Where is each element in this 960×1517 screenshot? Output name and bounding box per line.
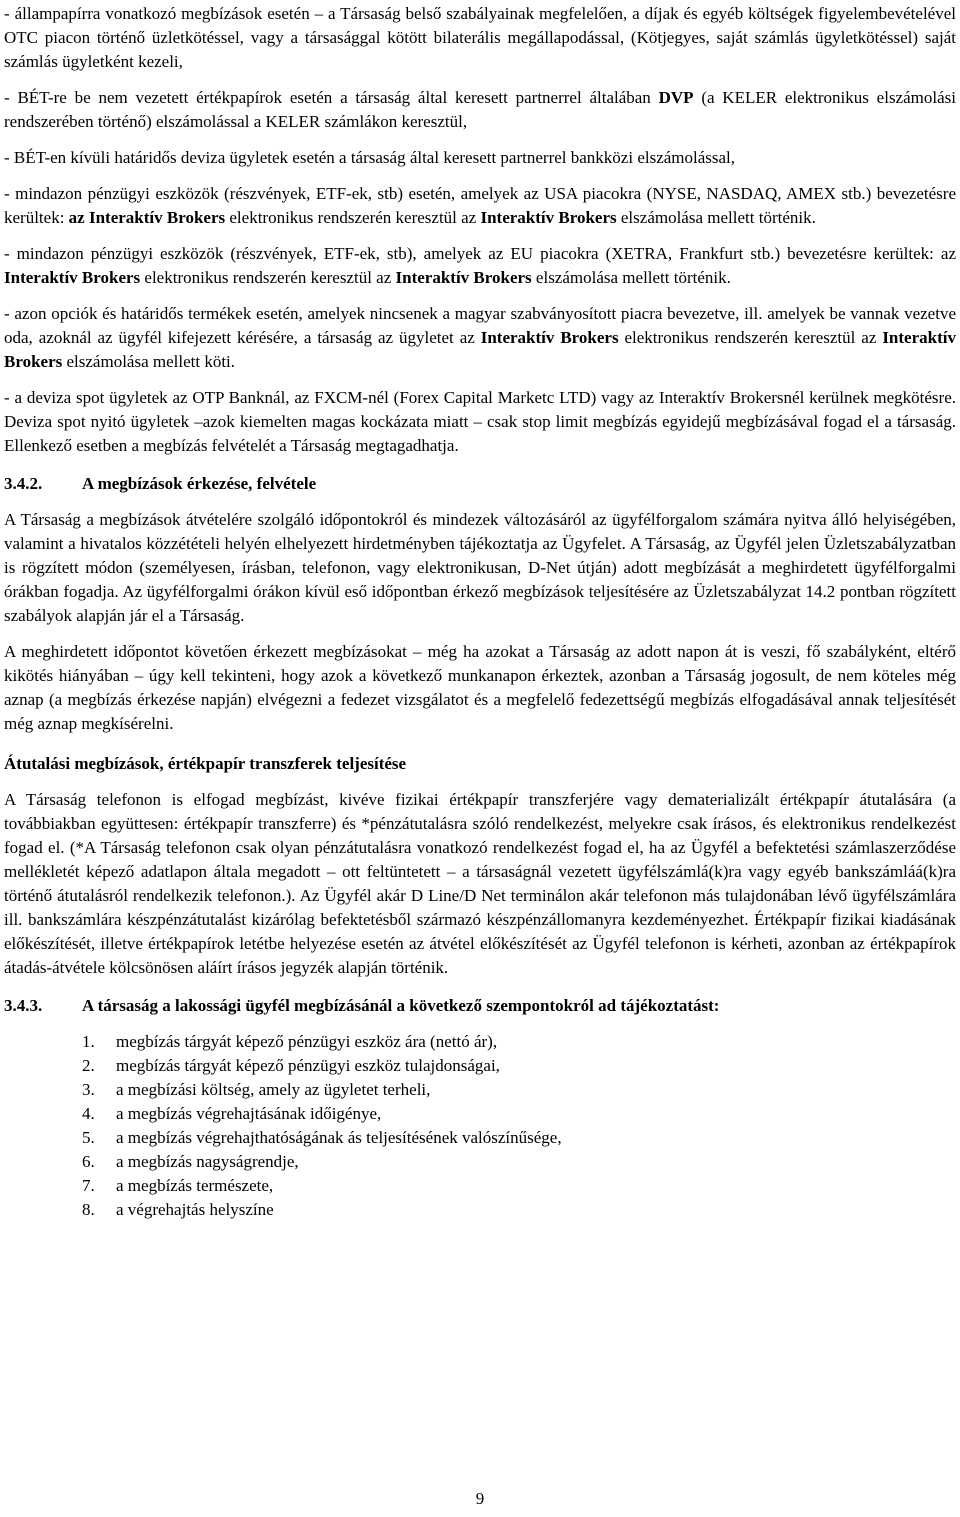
list-item bbox=[82, 1054, 956, 1078]
list-text: megbízás tárgyát képező pénzügyi eszköz tulajdonságai, bbox=[116, 1056, 500, 1075]
section-number: 3.4.2. bbox=[4, 474, 43, 493]
list-text: megbízás tárgyát képező pénzügyi eszköz ára (nettó ár), bbox=[116, 1032, 498, 1051]
text-run: elszámolása mellett történik. bbox=[531, 268, 731, 287]
list-item bbox=[82, 1078, 956, 1102]
text-run: elszámolása mellett köti. bbox=[62, 352, 236, 371]
text-run: - BÉT-en kívüli határidős deviza ügyletek esetén a társaság által keresett partnerrel bankközi elszámolással, bbox=[4, 148, 736, 167]
text-run: elektronikus rendszerén keresztül az bbox=[140, 268, 396, 287]
list-text: a megbízás természete, bbox=[116, 1176, 274, 1195]
text-run: - a deviza spot ügyletek az OTP Banknál, az FXCM-nél (Forex Capital Marketc LTD) vagy az Interaktív Brokersnél kerülnek megkötésre. Deviza spot nyitó ügyletek –azok kiemelten magas kockázata miatt – csak stop limit megbízás egyidejű megbízásával fogad el a társaság. Ellenkező esetben a megbízás felvételét a Társaság megtagadhatja. bbox=[4, 388, 956, 455]
bullet-list bbox=[4, 2, 956, 458]
bold-text: Interaktív Brokers bbox=[480, 328, 619, 347]
section-number: 3.4.3. bbox=[4, 996, 43, 1015]
subheading-transfers: Átutalási megbízások, értékpapír transzferek teljesítése bbox=[4, 754, 407, 773]
list-item bbox=[82, 1126, 956, 1150]
text-run: - BÉT-re be nem vezetett értékpapírok esetén a társaság által keresett partnerrel általában bbox=[4, 88, 659, 107]
section-title: A megbízások érkezése, felvétele bbox=[82, 474, 317, 493]
list-item bbox=[82, 1030, 956, 1054]
bullet-item bbox=[4, 302, 956, 374]
section-title: A társaság a lakossági ügyfél megbízásánál a következő szempontokról ad tájékoztatást: bbox=[82, 996, 720, 1015]
page-number: 9 bbox=[475, 1489, 485, 1508]
list-item bbox=[82, 1198, 956, 1222]
list-number: 7. bbox=[82, 1176, 95, 1195]
section-heading-3-4-2 bbox=[4, 472, 956, 496]
bullet-item bbox=[4, 242, 956, 290]
bold-text: Interaktív Brokers bbox=[395, 268, 532, 287]
bullet-item bbox=[4, 86, 956, 134]
list-number: 4. bbox=[82, 1104, 95, 1123]
list-number: 6. bbox=[82, 1152, 95, 1171]
list-text: a végrehajtás helyszíne bbox=[116, 1200, 274, 1219]
list-item bbox=[82, 1174, 956, 1198]
text-run: - azon opciók és határidős termékek esetén, amelyek nincsenek a magyar szabványosított piacra bevezetve, ill. amelyek be vannak vezetve oda, azoknál az ügyfél kifejezett kérésére, a társaság az ügyletet az bbox=[4, 304, 956, 347]
list-item bbox=[82, 1150, 956, 1174]
list-number: 8. bbox=[82, 1200, 95, 1219]
list-text: a megbízás nagyságrendje, bbox=[116, 1152, 299, 1171]
list-text: a megbízás végrehajthatóságának ás teljesítésének valószínűsége, bbox=[116, 1128, 562, 1147]
list-number: 5. bbox=[82, 1128, 95, 1147]
paragraph-order-reception-times: A Társaság a megbízások átvételére szolgáló időpontokról és mindezek változásáról az ügyfélforgalom számára nyitva álló helyiségében, valamint a hivatalos közzétételi helyén elhelyezett hirdetményben tájékoztatja az Ügyfelet. A Társaság, az Ügyfél jelen Üzletszabályzatban is rögzített módon (személyesen, írásban, telefonon, vagy elektronikusan, D-Net útján) adott megbízását a meghirdetett ügyfélforgalmi órákban fogadja. Az ügyfélforgalmi órákon kívül eső időpontban érkező megbízások teljesítésére az Üzletszabályzat 14.2 pontban rögzített szabályok alapján jár el a Társaság. bbox=[4, 510, 956, 625]
text-run: elektronikus rendszerén keresztül az bbox=[225, 208, 481, 227]
text-run: elektronikus rendszerén keresztül az bbox=[618, 328, 883, 347]
bullet-item bbox=[4, 386, 956, 458]
text-run: (a KELER elektronikus elszámolási rendszerében történő) elszámolással a KELER számlákon keresztül, bbox=[4, 88, 956, 131]
bullet-item bbox=[4, 182, 956, 230]
list-text: a megbízási költség, amely az ügyletet terheli, bbox=[116, 1080, 431, 1099]
paragraph-telephone-orders: A Társaság telefonon is elfogad megbízást, kivéve fizikai értékpapír transzferjére vagy dematerializált értékpapír átutalására (a továbbiakban együttesen: értékpapír transzferre) és *pénzátutalásra szóló rendelkezést, melyekre csak írásos, és elektronikus rendelkezést fogad el. (*A Társaság telefonon csak olyan pénzátutalásra vonatkozó rendelkezést fogad el, ha az Ügyfél a befektetési számlaszerződése mellékletét képező adatlapon általa megadott – ott feltüntetett – a társaságnál vezetett ügyfélszámlá(k)ra vagy egyéb bankszámláá(k)ra történő átutalásról rendelkezik telefonon.). Az Ügyfél akár D Line/D Net terminálon akár telefonon más tulajdonában lévő ügyfélszámlára ill. bankszámlára készpénzátutalást kizárólag befektetésből származó készpénzállomanyra kezdeményezhet. Értékpapír fizikai kiadásának előkészítését, illetve értékpapírok letétbe helyezése esetén az átvétel előkészítését az Ügyfél telefonon is kérheti, azonban az értékpapírok átadás-átvétele kölcsönösen aláírt írásos jegyzék alapján történik. bbox=[4, 790, 956, 977]
list-text: a megbízás végrehajtásának időigénye, bbox=[116, 1104, 382, 1123]
text-run: - mindazon pénzügyi eszközök (részvények, ETF-ek, stb), amelyek az EU piacokra (XETRA, Frankfurt stb.) bevezetésre kerültek: az bbox=[4, 244, 956, 263]
bold-text: Interaktív Brokers bbox=[4, 268, 141, 287]
bold-text: Interaktív Brokers bbox=[480, 208, 617, 227]
paragraph-late-orders: A meghirdetett időpontot követően érkezett megbízásokat – még ha azokat a Társaság az adott napon át is veszi, fő szabályként, eltérő kikötés hiányában – úgy kell tekinteni, hogy azok a következő munkanapon érkeztek, azonban a Társaság jogosult, de nem köteles még aznap (a megbízás érkezése napján) elvégezni a fedezet vizsgálatot és a megfelelő fedezettségű megbízás elfogadásával annak teljesítését még aznap megkísérelni. bbox=[4, 642, 956, 733]
text-run: - mindazon pénzügyi eszközök (részvények, ETF-ek, stb) esetén, amelyek az USA piacokra (NYSE, NASDAQ, AMEX stb.) bevezetésre kerültek: bbox=[4, 184, 956, 227]
bold-text: az Interaktív Brokers bbox=[68, 208, 226, 227]
bullet-item bbox=[4, 2, 956, 74]
list-number: 2. bbox=[82, 1056, 95, 1075]
bold-text: DVP bbox=[658, 88, 694, 107]
list-number: 1. bbox=[82, 1032, 95, 1051]
bullet-item bbox=[4, 146, 956, 170]
text-run: elszámolása mellett történik. bbox=[616, 208, 816, 227]
section-heading-3-4-3 bbox=[4, 994, 956, 1018]
list-item bbox=[82, 1102, 956, 1126]
list-number: 3. bbox=[82, 1080, 95, 1099]
bold-text: Interaktív Brokers bbox=[4, 328, 956, 371]
text-run: - állampapírra vonatkozó megbízások esetén – a Társaság belső szabályainak megfelelően, a díjak és egyéb költségek figyelembevételével OTC piacon történő üzletkötéssel, vagy a társasággal kötött bilaterális megállapodással, (Kötjegyes, saját számlás ügyletkötéssel) saját számlás ügyletként kezeli, bbox=[4, 4, 956, 71]
numbered-list bbox=[4, 1030, 956, 1222]
